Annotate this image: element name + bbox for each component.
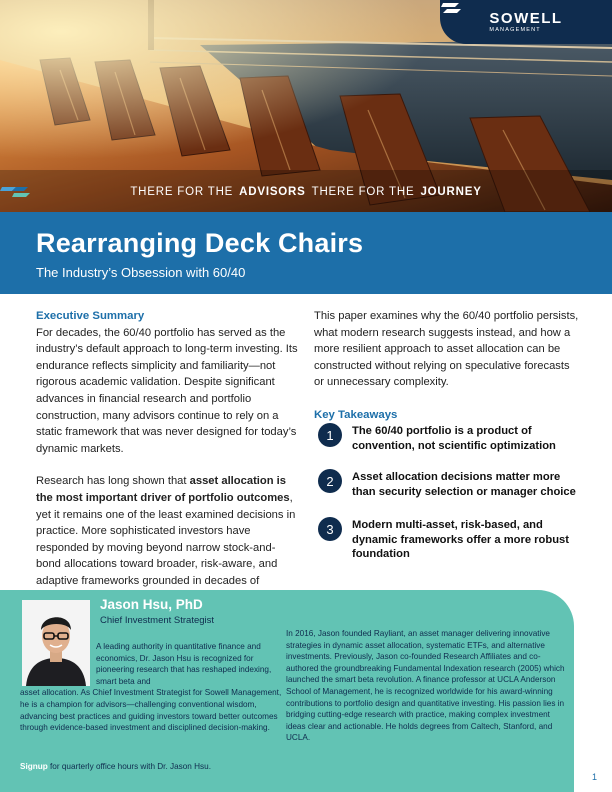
takeaway-number: 3 [318, 517, 342, 541]
signup-link[interactable]: Signup [20, 762, 48, 771]
tagline-mark-icon [0, 186, 30, 198]
tagline-advisors: ADVISORS [239, 186, 306, 198]
takeaway-number: 2 [318, 469, 342, 493]
tagline-journey: JOURNEY [420, 186, 482, 198]
takeaway-text: Modern multi-asset, risk-based, and dynamic frameworks offer a more robust foundation [352, 519, 569, 560]
takeaway-text: The 60/40 portfolio is a product of convention, not scientific optimization [352, 425, 556, 452]
brand-logo [440, 0, 612, 44]
bio-left-part-b: asset allocation. As Chief Investment Strategist for Sowell Management, he is a champion for advisors—challenging conventional wisdom, advancing best practices and guiding investors toward better outcomes through evidence-based investment and disciplined decision-making. [20, 688, 282, 733]
tagline-pre: THERE FOR THE [130, 186, 234, 198]
signup-text: for quarterly office hours with Dr. Jason Hsu. [47, 762, 211, 771]
key-takeaways-heading: Key Takeaways [314, 408, 398, 421]
sowell-logo-icon [440, 0, 462, 16]
takeaway-item [318, 469, 580, 499]
page-title: Rearranging Deck Chairs [36, 228, 364, 258]
summary-p2-post: , yet it remains one of the least examined decisions in practice. More sophisticated investors have responded by moving beyond narrow stock-and-bond allocations toward broader, risk-aware, and adaptive frameworks grounded in decades of [36, 491, 296, 587]
bio-left-text [20, 641, 282, 734]
summary-paragraph-2 [36, 473, 298, 606]
takeaway-item [318, 517, 580, 562]
takeaway-text: Asset allocation decisions matter more than security selection or manager choice [352, 471, 576, 498]
takeaway-item [318, 423, 580, 453]
right-column [314, 308, 580, 424]
summary-p2-pre: Research has long shown that [36, 475, 190, 488]
summary-paragraph-1: For decades, the 60/40 portfolio has served as the industry’s default approach to long-term investing. Its endurance reflects simplicity and familiarity—not rigorous academic validation. Despite significant advances in financial research and portfolio construction, many advisors continue to rely on a static framework that was never designed for today’s dynamic markets. [36, 326, 298, 455]
tagline [0, 186, 612, 198]
takeaway-number: 1 [318, 423, 342, 447]
hero-image [0, 0, 612, 212]
bio-right-text: In 2016, Jason founded Rayliant, an asset manager delivering innovative strategies in dynamic asset allocation, systematic ETFs, and alternative investments. Previously, Jason co-founded Research Affiliates and co-authored the groundbreaking Fundamental Indexation research (2005) which launched the smart beta revolution. A finance professor at UCLA Anderson School of Management, he is recognized worldwide for his award-winning contributions to portfolio design and quantitative investing. His passion lies in bridging cutting-edge research with practice, making complex investment ideas clear and actionable. He holds degrees from Caltech, Stanford, and UCLA. [286, 629, 565, 743]
page-subtitle: The Industry’s Obsession with 60/40 [36, 265, 246, 280]
page-number: 1 [592, 772, 598, 782]
brand-name: SOWELL [489, 9, 563, 27]
executive-summary [36, 308, 298, 622]
tagline-mid: THERE FOR THE [311, 186, 415, 198]
bio-left-part-a: A leading authority in quantitative finance and economics, Dr. Jason Hsu is recognized for pioneering research that has reshaped indexing, smart beta and [96, 642, 272, 686]
brand-sub: MANAGEMENT [489, 26, 541, 33]
intro-paragraph: This paper examines why the 60/40 portfolio persists, what modern research suggests instead, and how a more resilient approach to asset allocation can be constructed without relying on speculative forecasts or unnecessary complexity. [314, 310, 579, 389]
bio-role: Chief Investment Strategist [100, 615, 215, 626]
bio-name: Jason Hsu, PhD [100, 597, 203, 612]
signup-line [20, 762, 211, 771]
summary-p2-bold: asset allocation is the most important driver of portfolio outcomes [36, 475, 290, 504]
title-banner [0, 212, 612, 294]
executive-summary-heading: Executive Summary [36, 310, 145, 322]
